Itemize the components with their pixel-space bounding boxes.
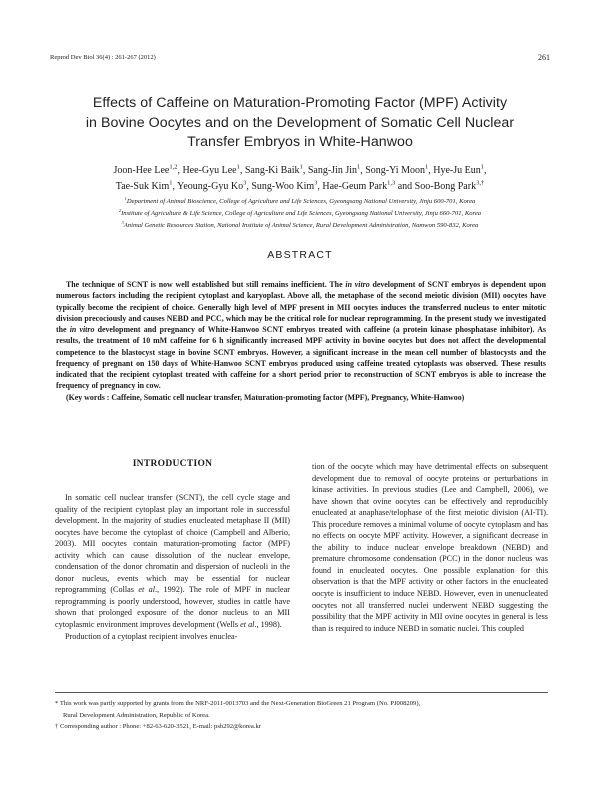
article-title (40, 94, 560, 153)
right-column (312, 461, 548, 634)
footnote-corresponding (55, 721, 555, 733)
body-text: ., 1992). The role of MPF in nuclear reprogramming is poorly understood, however, studies in cattle have shown that prolonged exposure of the donor nucleus to an MII cytoplasmic environment improves development (Wells (55, 585, 290, 630)
author-list (40, 163, 560, 195)
body-italic: et al (240, 620, 255, 630)
affiliation-line (30, 208, 570, 220)
footnote-mark: † (55, 723, 59, 730)
abstract-heading: ABSTRACT (267, 249, 333, 261)
abstract-text: The technique of SCNT is now well established but still remains inefficient. The (66, 280, 346, 289)
affiliation-line (30, 196, 570, 208)
affiliation-list (30, 196, 570, 232)
title-line: Effects of Caffeine on Maturation-Promoting Factor (MPF) Activity (92, 95, 508, 111)
affiliation-mark: 3 (121, 219, 124, 225)
author-affiliation-mark: 1,3 (387, 179, 396, 187)
affiliation-text: Department of Animal Bioscience, College of Agriculture and Life Sciences, Gyeongsang National University, Jinju 600-701, Korea (126, 198, 476, 205)
body-paragraph (55, 492, 290, 631)
introduction-heading: INTRODUCTION (132, 459, 213, 469)
author-affiliation-mark: 1 (236, 163, 240, 171)
title-line: in Bovine Oocytes and on the Development of Somatic Cell Nuclear (85, 114, 515, 131)
left-column (55, 492, 290, 642)
abstract-italic-term: in vitro (345, 280, 370, 289)
author-affiliation-mark: 1 (356, 163, 361, 171)
author-affiliation-mark: 3,† (476, 179, 485, 187)
author-name: Joon-Hee Lee (113, 165, 170, 176)
title-line: Transfer Embryos in White-Hanwoo (187, 134, 413, 150)
author-affiliation-mark: 1 (299, 163, 303, 171)
author-affiliation-mark: 1 (169, 179, 173, 187)
keywords: (Key words : Caffeine, Somatic cell nuclear transfer, Maturation-promoting factor (MPF), Pregnancy, White-Hanwoo) (66, 392, 465, 402)
page-number: 261 (538, 53, 550, 62)
footnote-funding-cont: Rural Development Administration, Republic of Korea. (63, 711, 210, 719)
footnote-funding (55, 698, 555, 710)
footnote-mark: * (55, 700, 59, 707)
footnote-text: This work was partly supported by grants from the NRF-2011-0013703 and the Next-Generation BioGreen 21 Program (No. PJ008209), (59, 700, 421, 707)
footnotes (55, 698, 555, 733)
footnote-text: Corresponding author : Phone: +82-63-620-3521, E-mail: psb292@korea.kr (59, 723, 261, 730)
author-name: Hye-Ju Eun (433, 165, 481, 176)
affiliation-text: Animal Genetic Resources Station, National Institute of Animal Science, Rural Development Administration, Namwon 590-832, Korea (123, 222, 479, 229)
author-name: Yeoung-Gyu Ko (177, 181, 244, 192)
author-line-2: Tae-Suk Kim$^1$, Yeoung-Gyu Ko$^3$, Sung-Woo Kim$^3$, Hae-Geum Park$^{1,3}$ and Soo-Bong Park$^{3,\dagger}$ (115, 179, 485, 192)
author-affiliation-mark: 1 (424, 163, 429, 171)
author-name: Sang-Jin Jin (307, 165, 357, 176)
abstract-text: development of SCNT embryos is dependent upon numerous factors including the recipient cytoplast and karyoplast. Above all, the metaphase of the second meiotic division (MII) oocytes have typically become the recipient of choice. Generally high level of MPF present in MII oocytes induces the transferred nucleus to enter mitotic division precociously and causes NEBD and PCC, which may be the critical role for nuclear reprogramming. In the present study we investigated the (56, 280, 546, 334)
author-line-1: Joon-Hee Lee$^{1,2}$, Hee-Gyu Lee$^1$, Sang-Ki Baik$^1$, Sang-Jin Jin$^1$, Song-Yi Moon$^1$, Hye-Ju Eun$^1$, (113, 163, 487, 176)
abstract-body (56, 279, 546, 403)
author-name: Song-Yi Moon (365, 165, 425, 176)
author-affiliation-mark: 1 (480, 163, 484, 171)
affiliation-line (30, 220, 570, 232)
affiliation-mark: 2 (118, 207, 122, 213)
affiliation-text: Institute of Agriculture & Life Science, College of Agriculture and Life Sciences, Gyeongsang National University, Jinju 660-701, Korea (121, 210, 482, 217)
author-name: Sung-Woo Kim (251, 181, 315, 192)
affiliation-mark: 1 (124, 195, 127, 201)
running-head: Reprod Dev Biol 36(4) : 261-267 (2012) (50, 54, 156, 61)
body-paragraph: Production of a cytoplast recipient involves enuclea- (65, 631, 238, 641)
author-affiliation-mark: 3 (243, 179, 247, 187)
abstract-italic-term: in vitro (69, 325, 95, 334)
author-name: Hae-Geum Park (322, 181, 388, 192)
author-name: Sang-Ki Baik (244, 165, 300, 176)
author-affiliation-mark: 3 (314, 179, 318, 187)
author-name: Tae-Suk Kim (115, 181, 170, 192)
author-name: Hee-Gyu Lee (182, 165, 237, 176)
abstract-text: development and pregnancy of White-Hanwoo SCNT embryos treated with caffeine (a protein kinase phosphatase inhibitor). As results, the treatment of 10 mM caffeine for 6 h significantly increased MPF activity in bovine oocytes but does not affect the developmental competence to the blastocyst stage in bovine SCNT embryos. However, a significant increase in the mean cell number of blastocysts and the frequency of pregnant on 150 days of White-Hanwoo SCNT embryos produced using caffeine treated cytoplasts was observed. These results indicated that the recipient cytoplast treated with caffeine for a short period prior to reconstruction of SCNT embryos is able to increase the frequency of pregnancy in cow. (56, 325, 546, 391)
body-text: In somatic cell nuclear transfer (SCNT), the cell cycle stage and quality of the recipient cytoplast play an important role in successful development. In the majority of studies enucleated metaphase II (MII) oocytes have become the cytoplast of choice (Campbell and Alberio, 2003). MII oocytes contain maturation-promoting factor (MPF) activity which can cause dissolution of the nuclear envelope, condensation of the donor chromatin and dispersion of nucleoli in the donor nucleus, events which may be essential for nuclear reprogramming (Collas (55, 493, 290, 595)
author-affiliation-mark: 1,2 (169, 163, 178, 171)
footnote-divider (55, 692, 548, 693)
author-conjunction: and (397, 181, 413, 192)
body-italic: et al (138, 585, 156, 595)
body-text: ., 1998). (254, 620, 282, 630)
abstract-paragraph (56, 279, 546, 392)
author-name: Soo-Bong Park (414, 181, 477, 192)
body-paragraph: tion of the oocyte which may have detrimental effects on subsequent development due to removal of oocyte proteins or perturbations in kinase activities. In previous studies (Lee and Campbell, 2006), we have shown that ovine oocytes can be effectively and reproducibly enucleated at anaphase/telophase of the first meiotic division (AI-TI). This procedure removes a minimal volume of oocyte cytoplasm and has no effects on oocyte MPF activity. However, a significant decrease in the ability to induce nuclear envelope breakdown (NEBD) and premature chromosome condensation (PCC) in the donor nucleus was found in enucleated oocytes. One possible explanation for this observation is that the MPF activity or other factors in the enucleated oocyte is insufficient to induce NEBD. However, even in unenucleated oocytes not all transferred nuclei underwent NEBD suggesting the possibility that the MPF activity in MII ovine oocytes in general is less than is required to induce NEBD in somatic nuclei. This coupled (312, 462, 549, 633)
